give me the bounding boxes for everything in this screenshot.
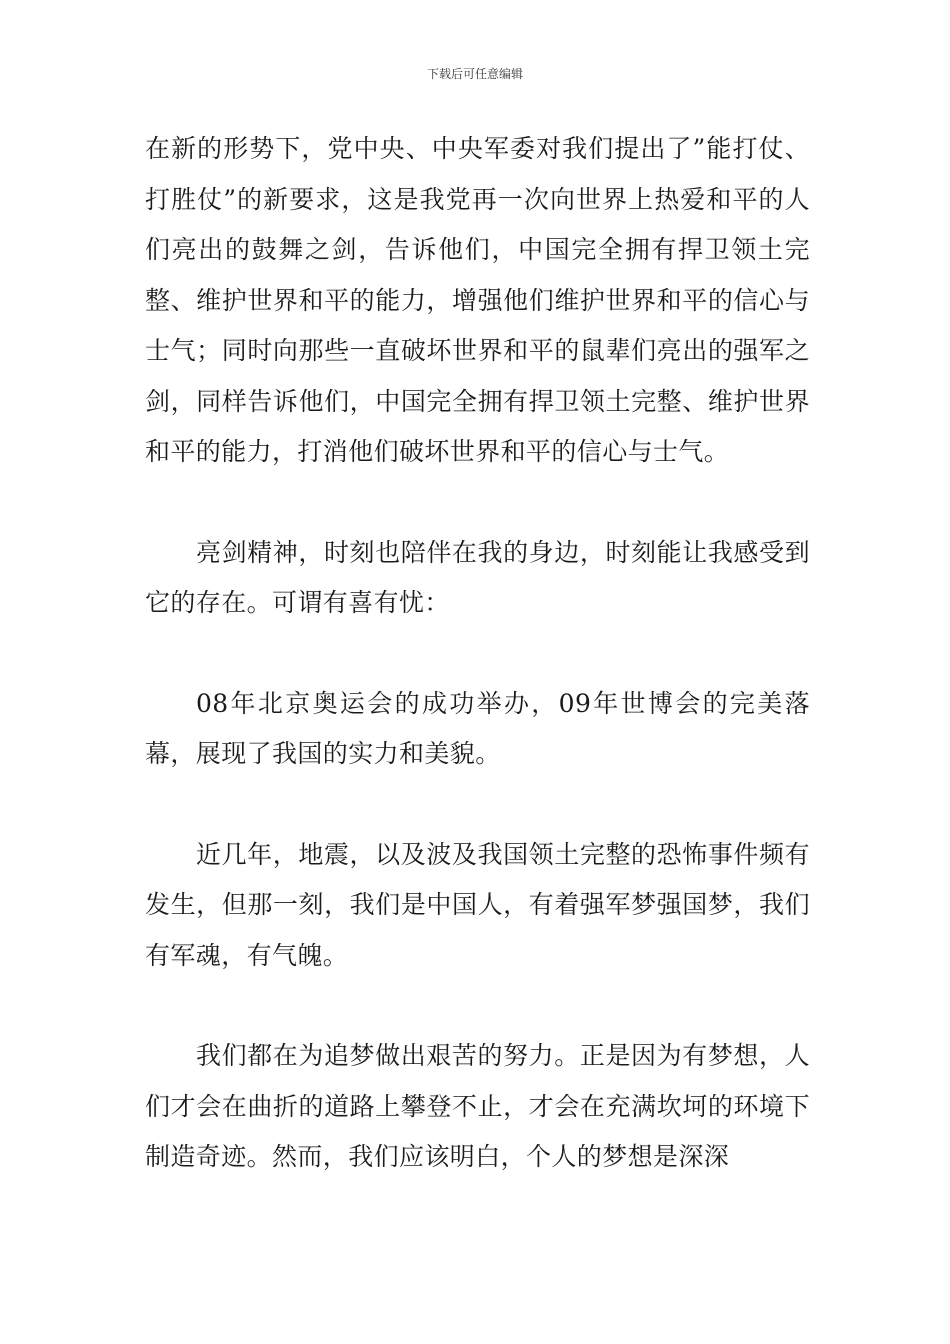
document-body [145,124,810,1183]
paragraph-gap [145,478,810,528]
paragraph-gap [145,629,810,679]
page-header: 下载后可任意编辑 [426,67,523,81]
paragraph-3: 08年北京奥运会的成功举办，09年世博会的完美落幕，展现了我国的实力和美貌。 [145,688,810,768]
paragraph-gap [145,780,810,830]
paragraph-2: 亮剑精神，时刻也陪伴在我的身边，时刻能让我感受到它的存在。可谓有喜有忧： [145,537,810,617]
paragraph-gap [145,981,810,1031]
paragraph-5: 我们都在为追梦做出艰苦的努力。正是因为有梦想，人们才会在曲折的道路上攀登不止，才会在充满坎坷的环境下制造奇迹。然而，我们应该明白，个人的梦想是深深 [145,1041,810,1171]
paragraph-1: 在新的形势下，党中央、中央军委对我们提出了”能打仗、打胜仗”的新要求，这是我党再一次向世界上热爱和平的人们亮出的鼓舞之剑，告诉他们，中国完全拥有捍卫领土完整、维护世界和平的能力，增强他们维护世界和平的信心与士气；同时向那些一直破坏世界和平的鼠辈们亮出的强军之剑，同样告诉他们，中国完全拥有捍卫领土完整、维护世界和平的能力，打消他们破坏世界和平的信心与士气。 [145,134,810,466]
paragraph-4: 近几年，地震，以及波及我国领土完整的恐怖事件频有发生，但那一刻，我们是中国人，有着强军梦强国梦，我们有军魂，有气魄。 [145,839,810,970]
